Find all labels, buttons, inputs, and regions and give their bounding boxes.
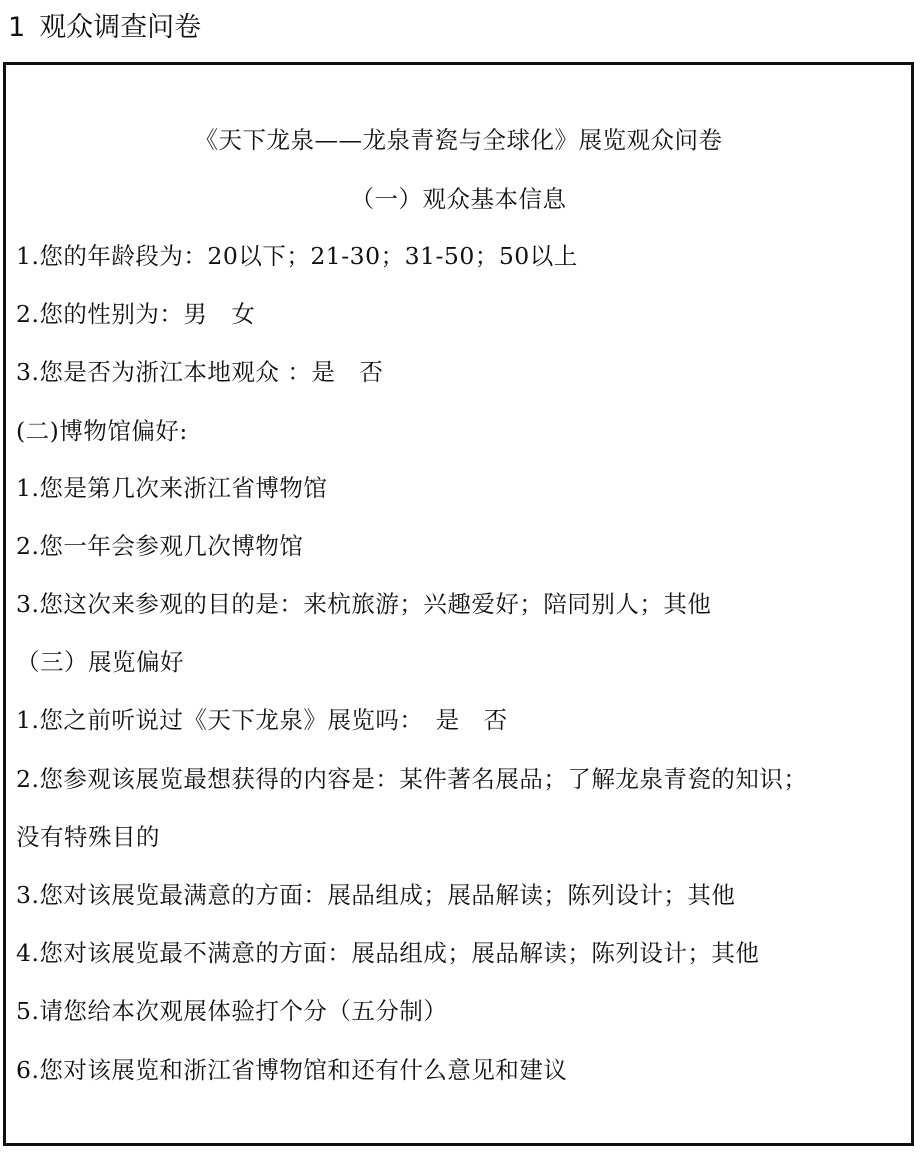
heading-title: 观众调查问卷 [39, 12, 202, 43]
question-visit-purpose: 3.您这次来参观的目的是：来杭旅游；兴趣爱好；陪同别人；其他 [16, 590, 712, 618]
question-desired-content-cont: 没有特殊目的 [16, 823, 160, 851]
questionnaire-title: 《天下龙泉——龙泉青瓷与全球化》展览观众问卷 [194, 126, 723, 154]
section-1-heading: （一）观众基本信息 [350, 185, 567, 213]
question-visits-per-year: 2.您一年会参观几次博物馆 [16, 532, 304, 560]
section-3-heading: （三）展览偏好 [16, 648, 184, 676]
questionnaire-box [3, 62, 914, 1146]
question-local: 3.您是否为浙江本地观众 ：是 否 [16, 358, 384, 386]
question-visit-count: 1.您是第几次来浙江省博物馆 [16, 474, 328, 502]
question-desired-content: 2.您参观该展览最想获得的内容是：某件著名展品；了解龙泉青瓷的知识； [16, 765, 808, 793]
question-gender: 2.您的性别为：男 女 [16, 300, 256, 328]
question-most-satisfied: 3.您对该展览最满意的方面：展品组成；展品解读；陈列设计；其他 [16, 881, 736, 909]
section-2-heading: (二)博物馆偏好: [16, 417, 188, 445]
heading-number: 1 [8, 12, 26, 43]
question-rating: 5.请您给本次观展体验打个分（五分制） [16, 997, 448, 1025]
question-suggestions: 6.您对该展览和浙江省博物馆和还有什么意见和建议 [16, 1056, 568, 1084]
question-age: 1.您的年龄段为：20以下；21-30；31-50；50以上 [16, 242, 578, 270]
question-least-satisfied: 4.您对该展览最不满意的方面：展品组成；展品解读；陈列设计；其他 [16, 939, 760, 967]
page-heading [8, 8, 201, 48]
question-heard-of: 1.您之前听说过《天下龙泉》展览吗： 是 否 [16, 706, 508, 734]
